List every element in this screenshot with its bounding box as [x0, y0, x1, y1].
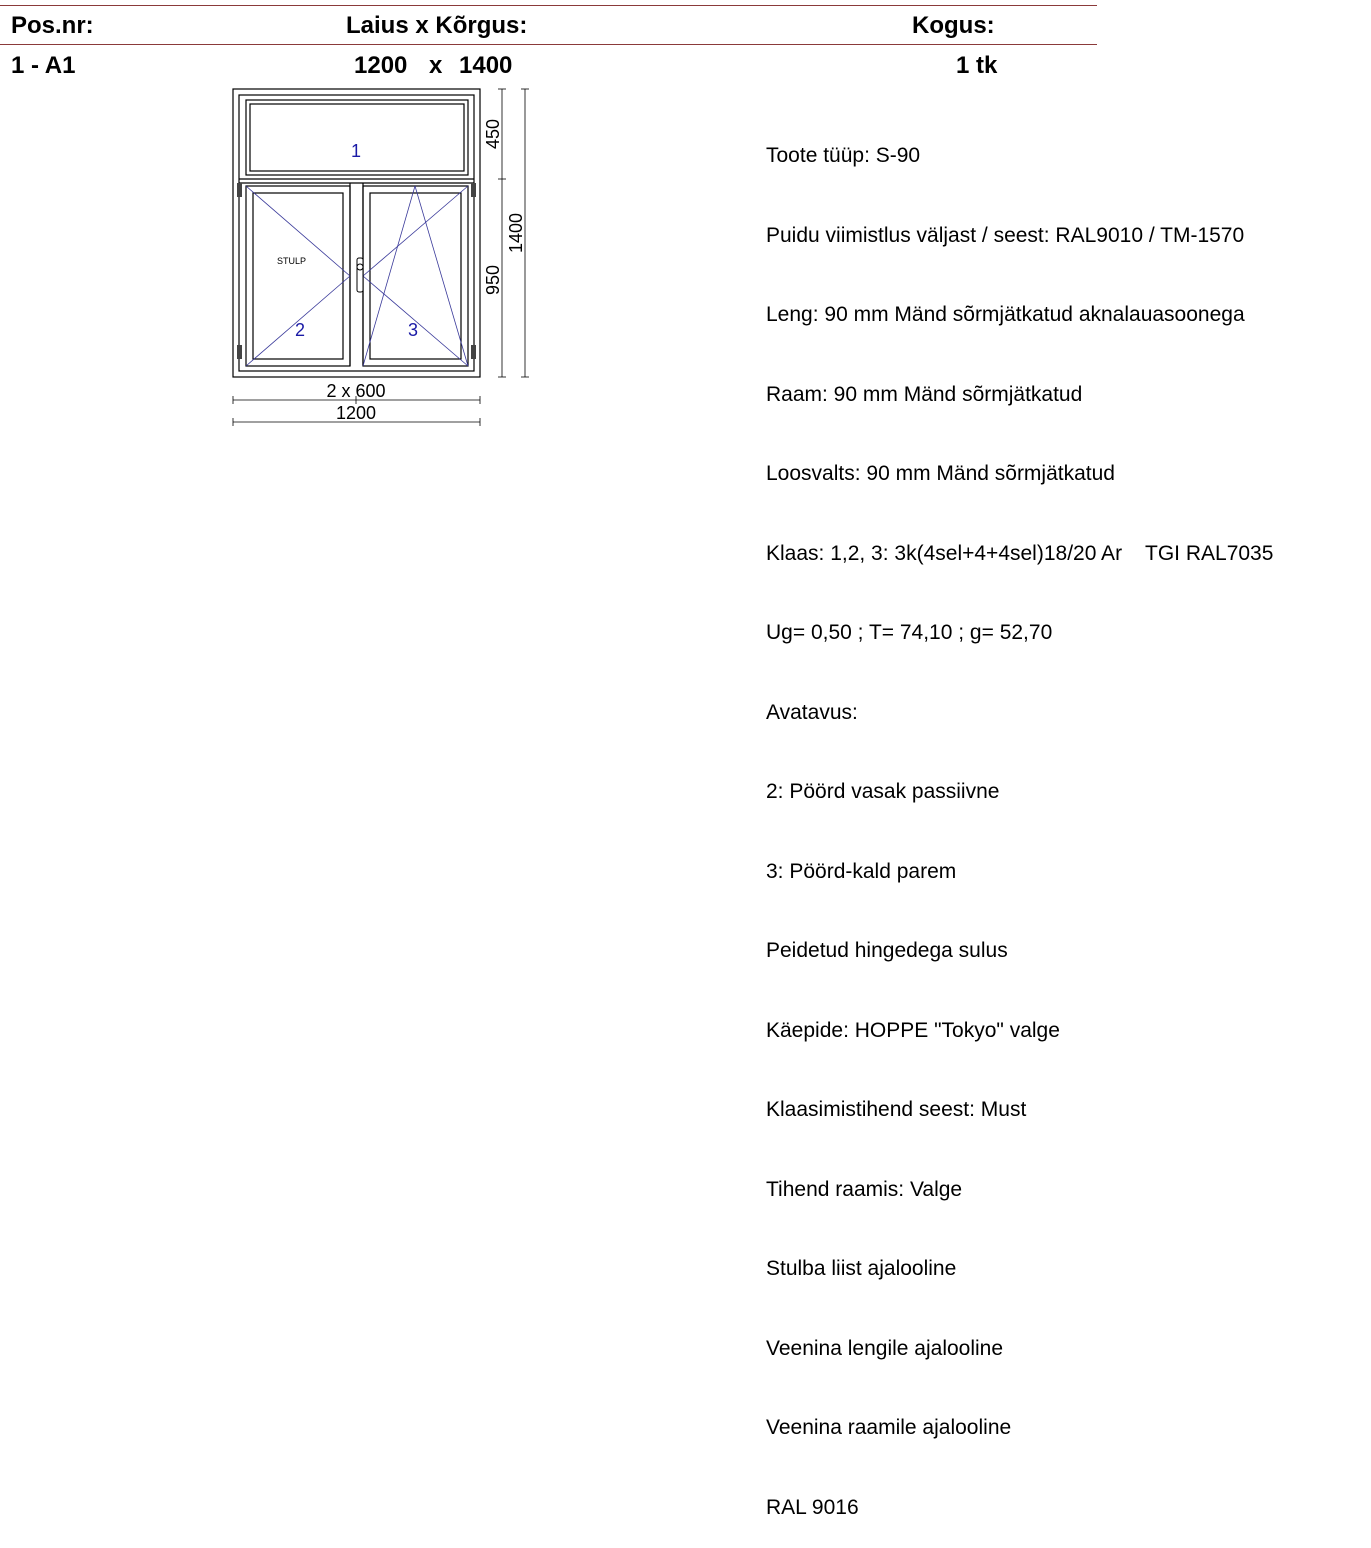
hinge-top-left [237, 183, 242, 197]
qty-label: Kogus: [912, 12, 995, 39]
size-label: Laius x Kõrgus: [346, 12, 528, 39]
width-value: 1200 [354, 52, 408, 79]
spec-line: Käepide: HOPPE "Tokyo" valge [766, 1018, 1060, 1042]
spec-line: Peidetud hingedega sulus [766, 939, 1008, 962]
height-value: 1400 [459, 52, 513, 79]
spec-line: Veenina lengile ajalooline [766, 1336, 1004, 1360]
spec-list [766, 90, 1273, 1548]
sash-number-1: 1 [350, 141, 362, 161]
spec-line: 3: Pöörd-kald parem [766, 859, 957, 883]
window-drawing [220, 82, 540, 430]
spec-line: Loosvalts: 90 mm Mänd sõrmjätkatud [766, 462, 1115, 485]
dim-sashes-label: 2 x 600 [326, 381, 386, 401]
right-sash-diagonal-1 [363, 186, 468, 276]
spec-line: Klaasimistihend seest: Must [766, 1098, 1027, 1121]
qty-value: 1 tk [956, 52, 998, 79]
hinge-bottom-left [237, 345, 242, 359]
outer-frame [233, 89, 480, 377]
spec-line: Raam: 90 mm Mänd sõrmjätkatud [766, 382, 1083, 406]
pos-label: Pos.nr: [11, 12, 94, 39]
spec-line: Stulba liist ajalooline [766, 1257, 957, 1280]
hinge-bottom-right [471, 345, 476, 359]
header-top-rule [0, 5, 1097, 6]
spec-line: RAL 9016 [766, 1495, 859, 1519]
pos-value: 1 - A1 [11, 52, 76, 79]
dim-total-height-label: 1400 [506, 212, 526, 254]
sash-number-3: 3 [407, 320, 419, 340]
spec-line: Puidu viimistlus väljast / seest: RAL9010 / TM-1570 [766, 223, 1245, 247]
stulp-label: STULP [277, 256, 307, 266]
dim-top-label: 450 [483, 118, 503, 150]
transom-sash [246, 100, 468, 175]
header-bottom-rule [0, 44, 1097, 45]
dim-bottom-label: 950 [483, 264, 503, 296]
spec-line: 2: Pöörd vasak passiivne [766, 780, 1000, 803]
dim-total-width-label: 1200 [335, 403, 377, 423]
right-sash-tilt-2 [415, 186, 468, 366]
spec-line: Veenina raamile ajalooline [766, 1416, 1012, 1439]
hinge-top-right [471, 183, 476, 197]
spec-line: Leng: 90 mm Mänd sõrmjätkatud aknalauasoonega [766, 303, 1245, 326]
sash-number-2: 2 [294, 320, 306, 340]
times-sign: x [429, 52, 443, 79]
spec-line: Ug= 0,50 ; T= 74,10 ; g= 52,70 [766, 621, 1053, 644]
inner-frame [239, 95, 474, 371]
spec-line: Toote tüüp: S-90 [766, 144, 921, 167]
spec-line: Avatavus: [766, 700, 858, 724]
handle-rosette [357, 264, 363, 270]
spec-line: Tihend raamis: Valge [766, 1177, 963, 1201]
spec-line: Klaas: 1,2, 3: 3k(4sel+4+4sel)18/20 Ar TGI RAL7035 [766, 541, 1274, 565]
handle-icon [357, 258, 363, 292]
